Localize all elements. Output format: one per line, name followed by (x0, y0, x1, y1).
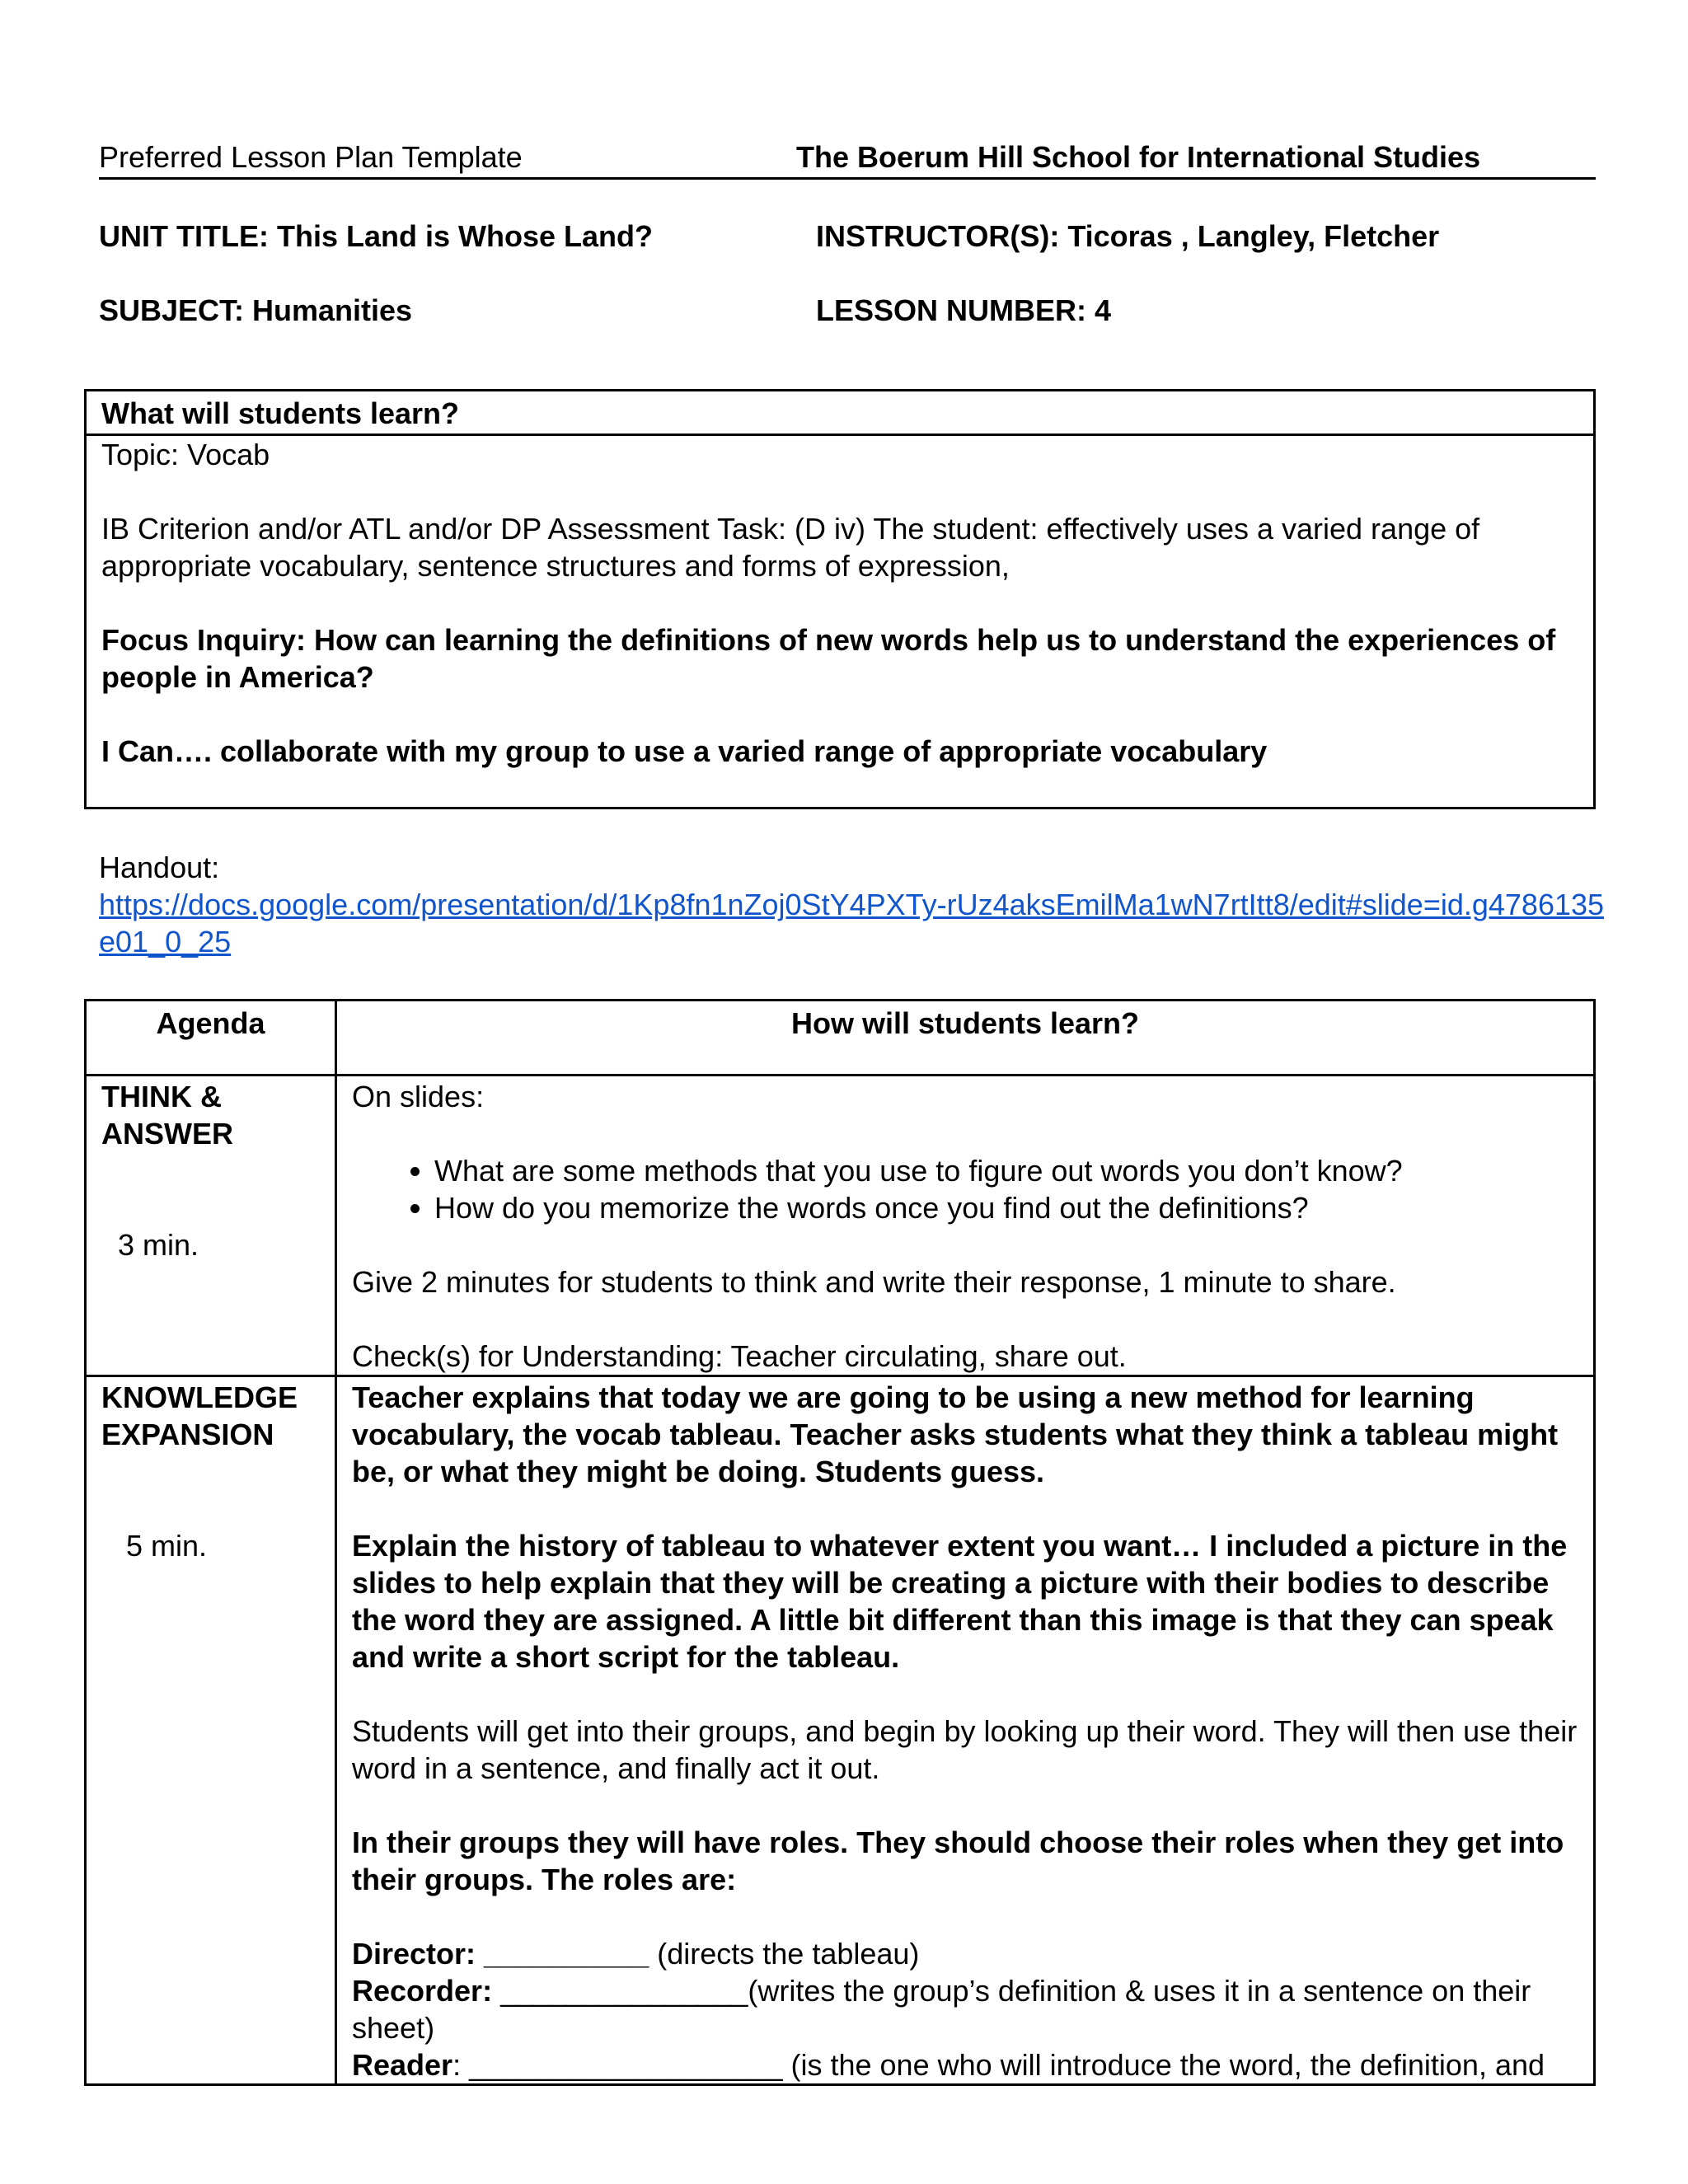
role-description: (writes the group’s definition & uses it in a sentence on their sheet) (352, 1974, 1531, 2045)
slides-intro: On slides: (352, 1080, 485, 1113)
i-can-statement: I Can…. collaborate with my group to use a varied range of appropriate vocabulary (101, 734, 1268, 768)
timing-instructions: Give 2 minutes for students to think and write their response, 1 minute to share. (352, 1265, 1396, 1299)
knowledge-expansion-content (336, 1376, 1595, 2085)
instructors: INSTRUCTOR(S): Ticoras , Langley, Fletcher (816, 219, 1440, 253)
agenda-column-header: Agenda (86, 1001, 336, 1076)
row-time: 5 min. (126, 1529, 208, 1563)
knowledge-expansion-agenda (86, 1376, 336, 2085)
row-title: KNOWLEDGE EXPANSION (101, 1380, 298, 1451)
learn-body (87, 436, 1593, 770)
role-description: (is the one who will introduce the word, the definition, and (790, 2048, 1545, 2082)
row-title: THINK & ANSWER (101, 1080, 233, 1151)
handout (99, 849, 1607, 960)
knowledge-expansion-row (86, 1376, 1595, 2085)
role-blank: _______________ (492, 1974, 748, 2008)
agenda-header-row (86, 1001, 1595, 1076)
unit-title: UNIT TITLE: This Land is Whose Land? (99, 219, 653, 253)
learn-box (84, 389, 1596, 809)
handout-label: Handout: (99, 851, 220, 884)
paragraph: In their groups they will have roles. They should choose their roles when they get into their groups. The roles are: (352, 1825, 1564, 1896)
ib-criterion: IB Criterion and/or ATL and/or DP Assessment Task: (D iv) The student: effectively uses a varied range of appropriate vocabulary, sentence structures and forms of expression, (101, 512, 1480, 583)
focus-inquiry: Focus Inquiry: How can learning the definitions of new words help us to understand the experiences of people in America? (101, 623, 1556, 694)
role-label: Director: (352, 1937, 476, 1971)
how-column-header: How will students learn? (336, 1001, 1595, 1076)
question-list (352, 1152, 1578, 1226)
role-label: Recorder: (352, 1974, 493, 2008)
check-for-understanding: Check(s) for Understanding: Teacher circulating, share out. (352, 1339, 1127, 1373)
lesson-number: LESSON NUMBER: 4 (816, 293, 1112, 327)
template-name: Preferred Lesson Plan Template (99, 140, 523, 174)
think-answer-row (86, 1076, 1595, 1376)
learn-heading: What will students learn? (87, 391, 1593, 436)
row-time: 3 min. (118, 1228, 199, 1262)
role-reader (352, 2046, 1578, 2083)
paragraph: Explain the history of tableau to whatever extent you want… I included a picture in the slides to help explain that they will be creating a picture with their bodies to describe the word they are assigned. A little bit different than this image is that they can speak and write a short script for the tableau. (352, 1529, 1568, 1674)
list-item: • What are some methods that you use to figure out words you don’t know? (434, 1152, 1578, 1189)
role-blank: __________ (476, 1937, 658, 1971)
role-recorder (352, 1972, 1578, 2046)
topic: Topic: Vocab (101, 438, 270, 471)
role-director (352, 1935, 1578, 1972)
school-name: The Boerum Hill School for International Studies (796, 140, 1481, 174)
role-description: (directs the tableau) (657, 1937, 920, 1971)
handout-link[interactable]: https://docs.google.com/presentation/d/1Kp8fn1nZoj0StY4PXTy-rUz4aksEmilMa1wN7rtItt8/edit#slide=id.g4786135e01_0_25 (99, 888, 1605, 958)
think-answer-agenda (86, 1076, 336, 1376)
think-answer-content (336, 1076, 1595, 1376)
role-label: Reader (352, 2048, 453, 2082)
agenda-table (84, 999, 1596, 2086)
list-item: • How do you memorize the words once you find out the definitions? (434, 1189, 1578, 1226)
paragraph: Teacher explains that today we are going to be using a new method for learning vocabulary, the vocab tableau. Teacher asks students what they think a tableau might be, or what they might be doing. Students guess. (352, 1380, 1559, 1488)
subject: SUBJECT: Humanities (99, 293, 413, 327)
role-blank: : ___________________ (452, 2048, 791, 2082)
paragraph: Students will get into their groups, and begin by looking up their word. They will then use their word in a sentence, and finally act it out. (352, 1714, 1578, 1785)
header-rule (99, 177, 1596, 180)
